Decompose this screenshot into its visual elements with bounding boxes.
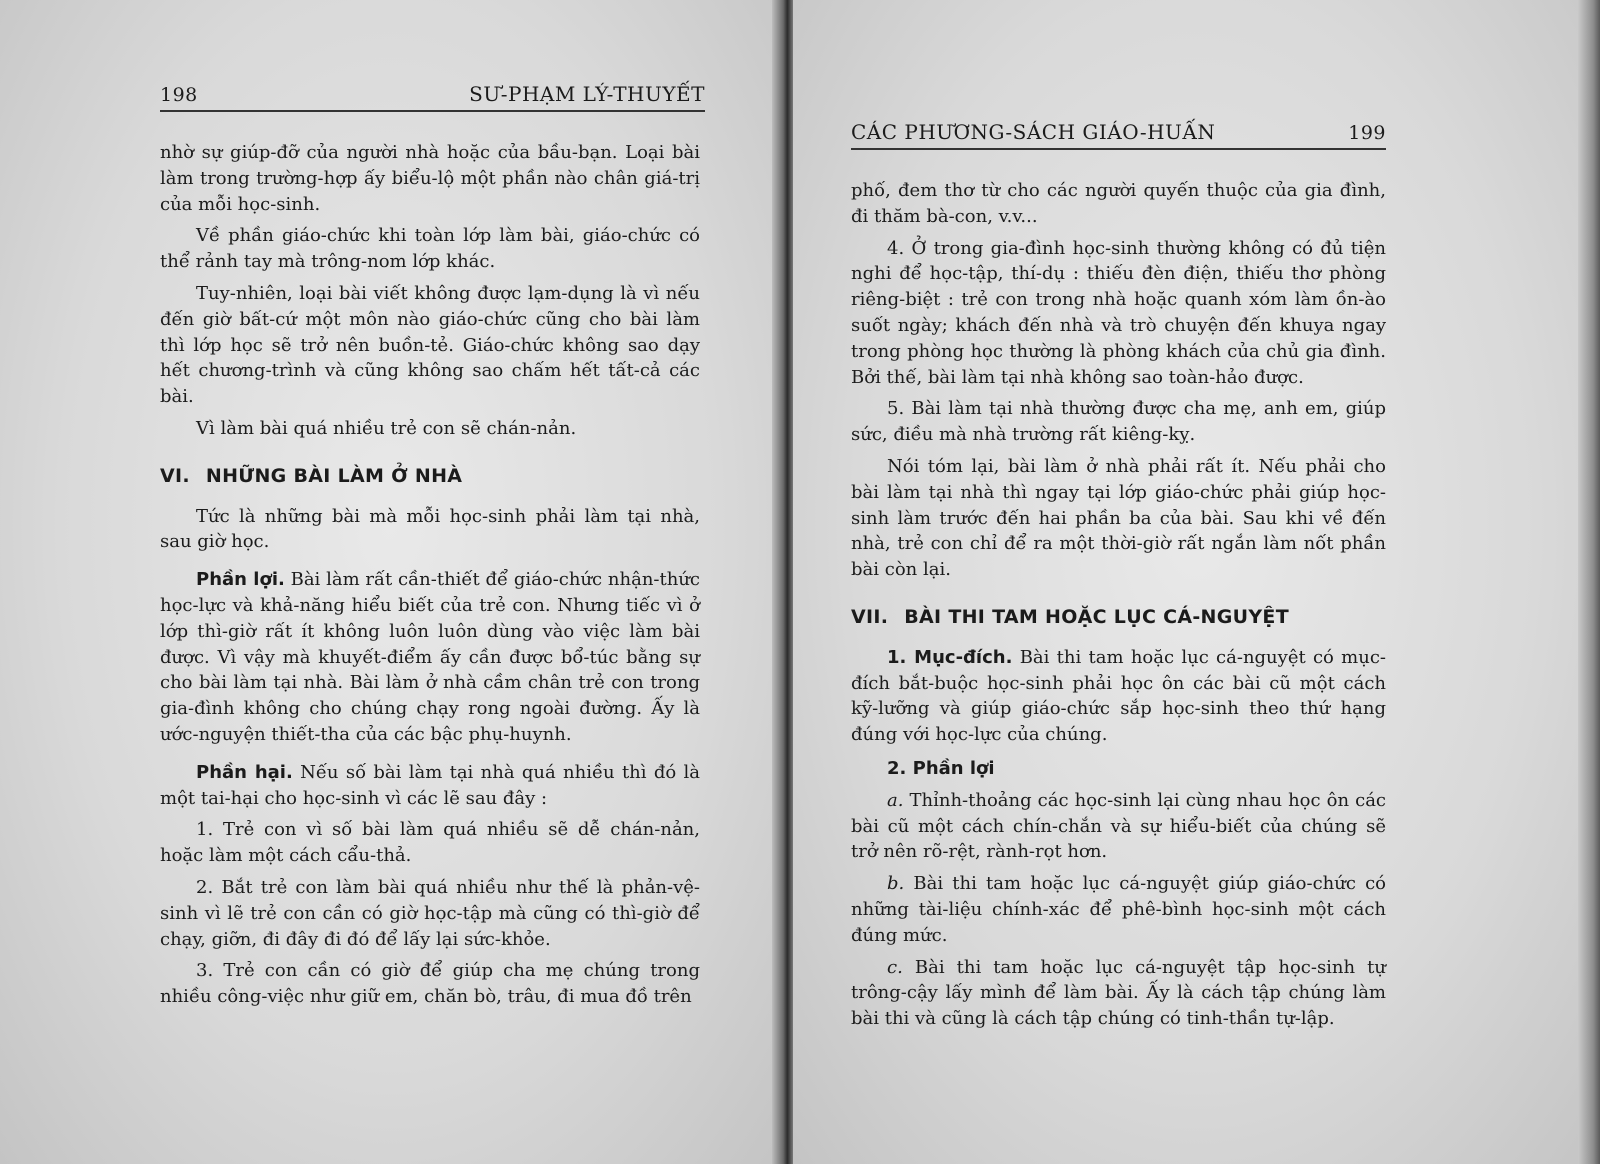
section-title: NHỮNG BÀI LÀM Ở NHÀ	[205, 464, 463, 487]
list-item: 5. Bài làm tại nhà thường được cha mẹ, anh em, giúp sức, điều mà nhà trường rất kiêng-kỵ.	[851, 398, 1386, 446]
right-page-body	[851, 178, 1386, 1038]
item-label: a.	[887, 789, 904, 811]
list-item: a. Thỉnh-thoảng các học-sinh lại cùng nhau học ôn các bài cũ một cách chín-chắn và sự hiểu-biết của chúng sẽ trở nên rõ-rệt, rành-rọt hơn.	[851, 789, 1386, 863]
paragraph: nhờ sự giúp-đỡ của người nhà hoặc của bầu-bạn. Loại bài làm trong trường-hợp ấy biểu-lộ một phần nào chân giá-trị của mỗi học-sinh.	[160, 142, 700, 215]
list-item: 2. Bắt trẻ con làm bài quá nhiều như thế là phản-vệ-sinh vì lẽ trẻ con cần có giờ học-tập mà cũng có thì-giờ để chạy, giỡn, đi đây đi đó để lấy lại sức-khỏe.	[160, 876, 700, 950]
running-title: CÁC PHƯƠNG-SÁCH GIÁO-HUẤN	[851, 120, 1216, 144]
list-item: c. Bài thi tam hoặc lục cá-nguyệt tập học-sinh tự trông-cậy lấy mình để làm bài. Ấy là cách tập chúng làm bài thi và cũng là cách tập chúng có tinh-thần tự-lập.	[851, 956, 1386, 1030]
left-running-head	[160, 82, 705, 112]
subheading: 2. Phần lợi	[887, 757, 995, 779]
item-label: b.	[887, 873, 905, 895]
paragraph-lead: 1. Mục-đích.	[887, 646, 1013, 668]
paragraph-lead: Phần hại.	[196, 761, 293, 783]
page-edge	[1578, 0, 1600, 1164]
section-title: BÀI THI TAM HOẶC LỤC CÁ-NGUYỆT	[904, 605, 1289, 628]
list-item: 1. Trẻ con vì số bài làm quá nhiều sẽ dễ chán-nản, hoặc làm một cách cẩu-thả.	[160, 819, 700, 867]
paragraph: Tuy-nhiên, loại bài viết không được lạm-dụng là vì nếu đến giờ bất-cứ một môn nào giáo-chức cũng cho bài làm thì lớp học sẽ trở nên buồn-tẻ. Giáo-chức không sao dạy hết chương-trình và cũng không sao chấm hết tất-cả các bài.	[160, 282, 700, 408]
right-running-head	[851, 120, 1386, 150]
page-number: 198	[160, 84, 198, 106]
left-page-body	[160, 140, 700, 1016]
running-title: SƯ-PHẠM LÝ-THUYẾT	[469, 82, 705, 106]
paragraph: Vì làm bài quá nhiều trẻ con sẽ chán-nản.	[196, 417, 577, 439]
paragraph: Tức là những bài mà mỗi học-sinh phải làm tại nhà, sau giờ học.	[160, 505, 700, 553]
section-number: VII.	[851, 605, 889, 628]
list-item: b. Bài thi tam hoặc lục cá-nguyệt giúp giáo-chức có những tài-liệu chính-xác để phê-bình học-sinh một cách đúng mức.	[851, 873, 1386, 946]
paragraph: 1. Mục-đích. Bài thi tam hoặc lục cá-nguyệt có mục-đích bắt-buộc học-sinh phải học ôn các bài cũ một cách kỹ-lưỡng và giúp giáo-chức sắp học-sinh theo thứ hạng đúng với học-lực của chúng.	[851, 646, 1386, 746]
paragraph: Nói tóm lại, bài làm ở nhà phải rất ít. Nếu phải cho bài làm tại nhà thì ngay tại lớp giáo-chức phải giúp học-sinh làm trước đến hai phần ba của bài. Sau khi về đến nhà, trẻ con chỉ để ra một thời-giờ rất ngắn làm nốt phần bài còn lại.	[851, 455, 1386, 581]
paragraph: Phần hại. Nếu số bài làm tại nhà quá nhiều thì đó là một tai-hại cho học-sinh vì các lẽ sau đây :	[160, 761, 700, 809]
section-heading	[160, 464, 700, 490]
paragraph: Phần lợi. Bài làm rất cần-thiết để giáo-chức nhận-thức học-lực và khả-năng hiểu biết của trẻ con. Nhưng tiếc vì ở lớp thì-giờ rất ít không luôn luôn dùng vào việc làm bài được. Vì vậy mà khuyết-điểm ấy cần được bổ-túc bằng sự cho bài làm tại nhà. Bài làm ở nhà cầm chân trẻ con trong gia-đình không cho chúng chạy rong ngoài đường. Ấy là ước-nguyện thiết-tha của các bậc phụ-huynh.	[160, 569, 700, 745]
left-page	[0, 0, 780, 1164]
paragraph: phố, đem thơ từ cho các người quyến thuộc của gia đình, đi thăm bà-con, v.v...	[851, 180, 1386, 227]
paragraph: Về phần giáo-chức khi toàn lớp làm bài, giáo-chức có thể rảnh tay mà trông-nom lớp khác.	[160, 225, 700, 273]
section-number: VI.	[160, 464, 190, 487]
section-heading	[851, 605, 1386, 631]
list-item: 3. Trẻ con cần có giờ để giúp cha mẹ chúng trong nhiều công-việc như giữ em, chăn bò, trâu, đi mua đồ trên	[160, 960, 700, 1008]
paragraph-lead: Phần lợi.	[196, 569, 285, 591]
page-number: 199	[1348, 122, 1386, 144]
right-page	[793, 0, 1600, 1164]
item-label: c.	[887, 956, 903, 978]
list-item: 4. Ở trong gia-đình học-sinh thường không có đủ tiện nghi để học-tập, thí-dụ : thiếu đèn điện, thiếu thơ phòng riêng-biệt : trẻ con trong nhà hoặc quanh xóm làm ồn-ào suốt ngày; khách đến nhà và trò chuyện đến khuya ngay trong phòng học thường là phòng khách của chủ gia đình. Bởi thế, bài làm tại nhà không sao toàn-hảo được.	[851, 237, 1386, 388]
